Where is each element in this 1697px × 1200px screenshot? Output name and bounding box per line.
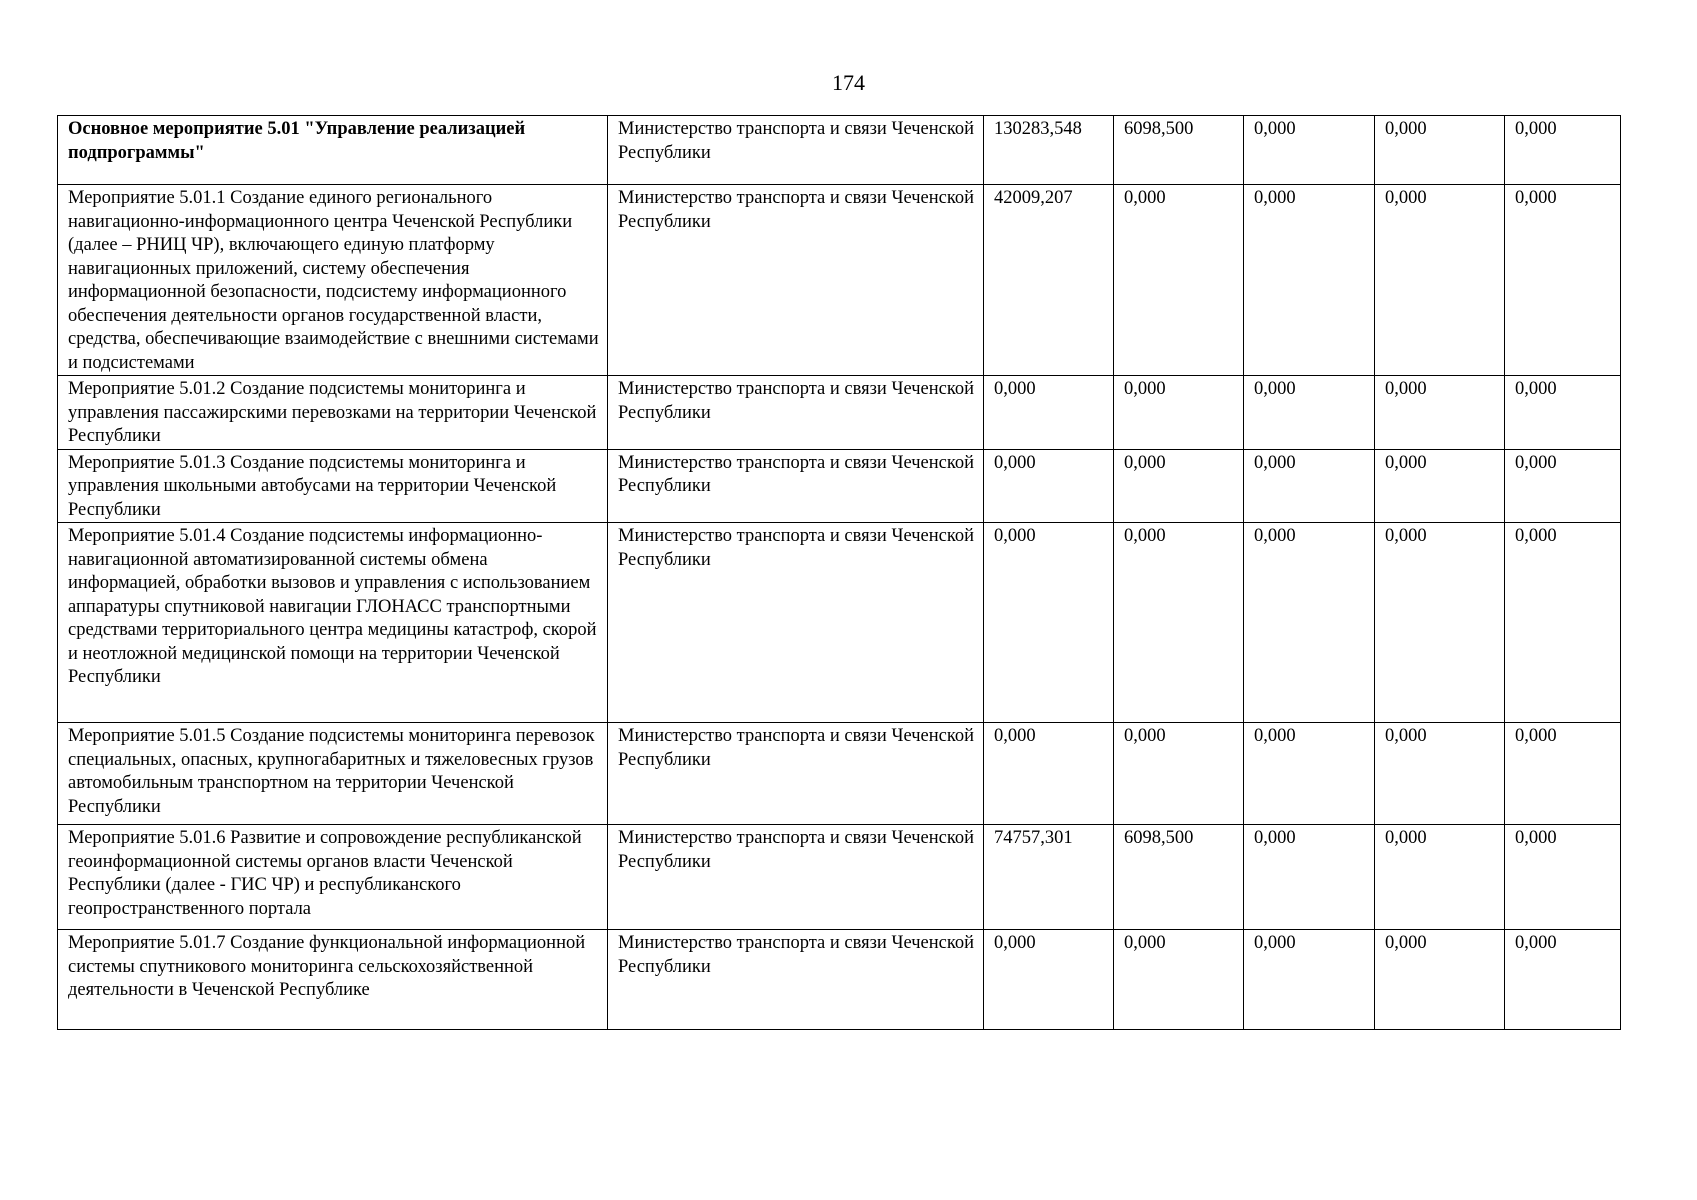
value-cell: 0,000	[1505, 825, 1621, 930]
value-cell: 0,000	[1375, 523, 1505, 723]
value-cell: 0,000	[1375, 449, 1505, 523]
value-cell: 0,000	[1375, 825, 1505, 930]
executor-cell: Министерство транспорта и связи Чеченской Республики	[608, 376, 984, 450]
value-cell: 0,000	[1114, 449, 1244, 523]
activity-title: Мероприятие 5.01.4 Создание подсистемы информационно-навигационной автоматизированной системы обмена информацией, обработки вызовов и управления с использованием аппаратуры спутниковой навигации ГЛОНАСС транспортными средствами территориального центра медицины катастроф, скорой и неотложной медицинской помощи на территории Чеченской Республики	[58, 523, 608, 723]
value-cell: 0,000	[1505, 376, 1621, 450]
value-cell: 0,000	[1505, 723, 1621, 825]
value-cell: 0,000	[1375, 930, 1505, 1030]
value-cell: 6098,500	[1114, 116, 1244, 185]
activity-title: Мероприятие 5.01.1 Создание единого регионального навигационно-информационного центра Чеченской Республики (далее – РНИЦ ЧР), включающего единую платформу навигационных приложений, систему обеспечения информационной безопасности, подсистему информационного обеспечения деятельности органов государственной власти, средства, обеспечивающие взаимодействие с внешними системами и подсистемами	[58, 185, 608, 376]
program-table	[57, 115, 1621, 1030]
value-cell: 0,000	[984, 930, 1114, 1030]
activity-title: Мероприятие 5.01.7 Создание функциональной информационной системы спутникового мониторинга сельскохозяйственной деятельности в Чеченской Республике	[58, 930, 608, 1030]
value-cell: 0,000	[1505, 116, 1621, 185]
value-cell: 0,000	[1114, 376, 1244, 450]
value-cell: 0,000	[1114, 523, 1244, 723]
value-cell: 0,000	[1244, 825, 1375, 930]
value-cell: 0,000	[1244, 723, 1375, 825]
value-cell: 0,000	[984, 449, 1114, 523]
executor-cell: Министерство транспорта и связи Чеченской Республики	[608, 185, 984, 376]
executor-cell: Министерство транспорта и связи Чеченской Республики	[608, 523, 984, 723]
value-cell: 0,000	[1375, 376, 1505, 450]
value-cell: 0,000	[1375, 185, 1505, 376]
value-cell: 0,000	[1505, 930, 1621, 1030]
activity-title: Основное мероприятие 5.01 "Управление реализацией подпрограммы"	[58, 116, 608, 185]
value-cell: 0,000	[1114, 185, 1244, 376]
value-cell: 0,000	[1244, 185, 1375, 376]
value-cell: 0,000	[984, 523, 1114, 723]
page-number: 174	[832, 70, 865, 95]
value-cell: 0,000	[1114, 930, 1244, 1030]
table-row	[58, 825, 1621, 930]
executor-cell: Министерство транспорта и связи Чеченской Республики	[608, 723, 984, 825]
value-cell: 0,000	[984, 723, 1114, 825]
table-row	[58, 523, 1621, 723]
value-cell: 130283,548	[984, 116, 1114, 185]
executor-cell: Министерство транспорта и связи Чеченской Республики	[608, 116, 984, 185]
value-cell: 6098,500	[1114, 825, 1244, 930]
value-cell: 0,000	[1505, 185, 1621, 376]
value-cell: 0,000	[1244, 376, 1375, 450]
value-cell: 0,000	[1114, 723, 1244, 825]
value-cell: 0,000	[1375, 116, 1505, 185]
table-row	[58, 449, 1621, 523]
value-cell: 0,000	[1375, 723, 1505, 825]
value-cell: 0,000	[1244, 449, 1375, 523]
value-cell: 0,000	[1505, 523, 1621, 723]
table-row	[58, 376, 1621, 450]
table-row	[58, 723, 1621, 825]
table-row	[58, 930, 1621, 1030]
executor-cell: Министерство транспорта и связи Чеченской Республики	[608, 825, 984, 930]
executor-cell: Министерство транспорта и связи Чеченской Республики	[608, 449, 984, 523]
value-cell: 0,000	[1244, 523, 1375, 723]
activity-title: Мероприятие 5.01.5 Создание подсистемы мониторинга перевозок специальных, опасных, крупногабаритных и тяжеловесных грузов автомобильным транспортном на территории Чеченской Республики	[58, 723, 608, 825]
value-cell: 0,000	[984, 376, 1114, 450]
table-row	[58, 116, 1621, 185]
executor-cell: Министерство транспорта и связи Чеченской Республики	[608, 930, 984, 1030]
value-cell: 42009,207	[984, 185, 1114, 376]
activity-title: Мероприятие 5.01.2 Создание подсистемы мониторинга и управления пассажирскими перевозками на территории Чеченской Республики	[58, 376, 608, 450]
activity-title: Мероприятие 5.01.6 Развитие и сопровождение республиканской геоинформационной системы органов власти Чеченской Республики (далее - ГИС ЧР) и республиканского геопространственного портала	[58, 825, 608, 930]
value-cell: 0,000	[1244, 930, 1375, 1030]
value-cell: 0,000	[1244, 116, 1375, 185]
activity-title: Мероприятие 5.01.3 Создание подсистемы мониторинга и управления школьными автобусами на территории Чеченской Республики	[58, 449, 608, 523]
value-cell: 0,000	[1505, 449, 1621, 523]
table-row	[58, 185, 1621, 376]
value-cell: 74757,301	[984, 825, 1114, 930]
